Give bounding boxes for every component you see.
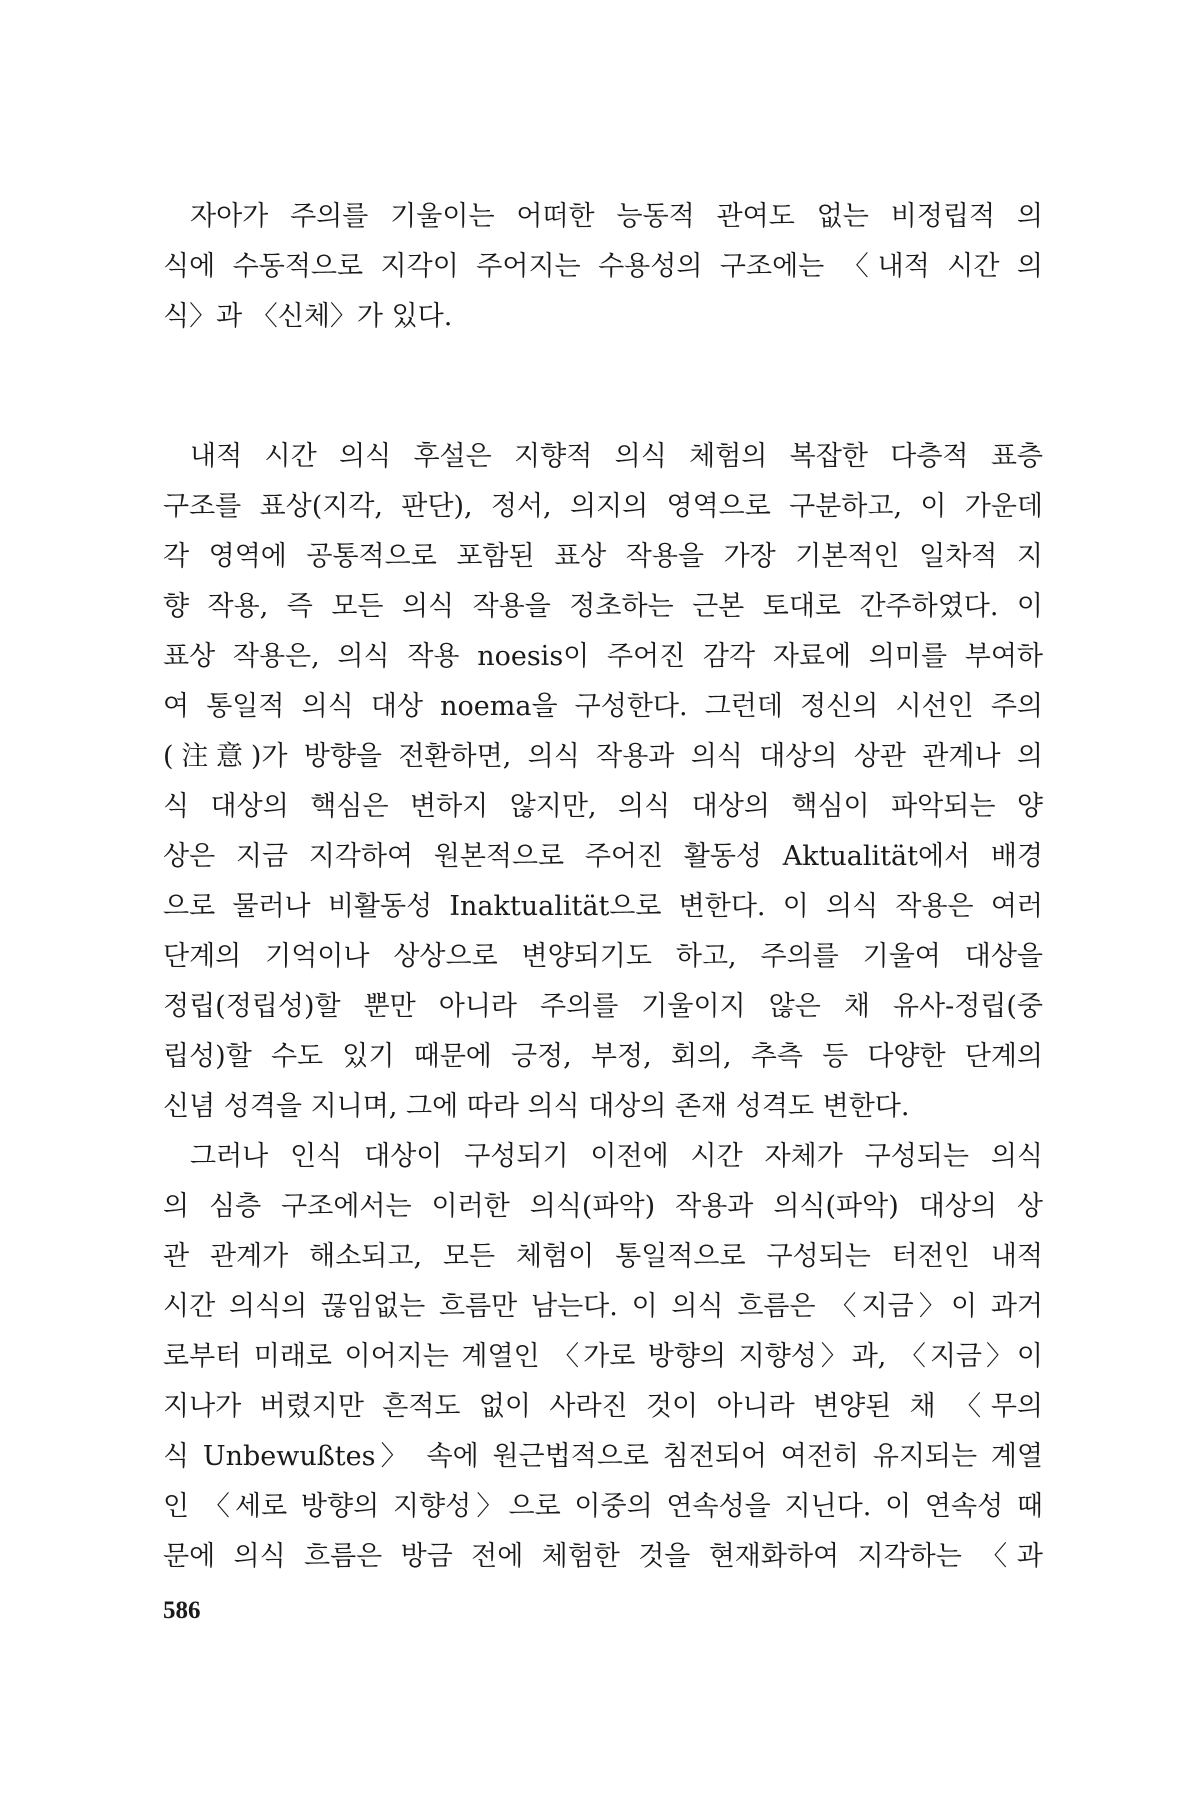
text-line: 상은 지금 지각하여 원본적으로 주어진 활동성 Aktualität에서 배경 — [163, 841, 1043, 872]
text-line: 식 Unbewußtes〉 속에 원근법적으로 침전되어 여전히 유지되는 계열 — [163, 1441, 1043, 1472]
text-line: 지나가 버렸지만 흔적도 없이 사라진 것이 아니라 변양된 채 〈무의 — [163, 1391, 1043, 1422]
text-line: 내적 시간 의식 후설은 지향적 의식 체험의 복잡한 다층적 표층 — [190, 441, 1043, 472]
text-line: 향 작용, 즉 모든 의식 작용을 정초하는 근본 토대로 간주하였다. 이 — [163, 591, 1043, 622]
text-line: 구조를 표상(지각, 판단), 정서, 의지의 영역으로 구분하고, 이 가운데 — [163, 491, 1043, 522]
text-line: 로부터 미래로 이어지는 계열인 〈가로 방향의 지향성〉과, 〈지금〉이 — [163, 1341, 1043, 1372]
text-line: 시간 의식의 끊임없는 흐름만 남는다. 이 의식 흐름은 〈지금〉이 과거 — [163, 1291, 1043, 1322]
text-line: 표상 작용은, 의식 작용 noesis이 주어진 감각 자료에 의미를 부여하 — [163, 641, 1043, 672]
text-line: 신념 성격을 지니며, 그에 따라 의식 대상의 존재 성격도 변한다. — [163, 1091, 910, 1122]
text-line: 단계의 기억이나 상상으로 변양되기도 하고, 주의를 기울여 대상을 — [163, 941, 1043, 972]
text-line: (注意)가 방향을 전환하면, 의식 작용과 의식 대상의 상관 관계나 의 — [163, 741, 1043, 772]
text-line: 으로 물러나 비활동성 Inaktualität으로 변한다. 이 의식 작용은 여러 — [163, 891, 1043, 922]
paragraph-time-flow — [163, 1132, 1043, 1582]
text-line: 그러나 인식 대상이 구성되기 이전에 시간 자체가 구성되는 의식 — [190, 1141, 1043, 1172]
text-line: 립성)할 수도 있기 때문에 긍정, 부정, 회의, 추측 등 다양한 단계의 — [163, 1041, 1043, 1072]
text-line: 식〉과 〈신체〉가 있다. — [163, 301, 453, 332]
paragraph-receptivity — [163, 192, 1043, 342]
text-line: 인 〈세로 방향의 지향성〉으로 이중의 연속성을 지닌다. 이 연속성 때 — [163, 1491, 1043, 1522]
text-line: 자아가 주의를 기울이는 어떠한 능동적 관여도 없는 비정립적 의 — [190, 201, 1043, 232]
text-line: 각 영역에 공통적으로 포함된 표상 작용을 가장 기본적인 일차적 지 — [163, 541, 1043, 572]
paragraph-gap — [163, 342, 1043, 432]
text-line: 식 대상의 핵심은 변하지 않지만, 의식 대상의 핵심이 파악되는 양 — [163, 791, 1043, 822]
text-line: 식에 수동적으로 지각이 주어지는 수용성의 구조에는 〈내적 시간 의 — [163, 251, 1043, 282]
text-line: 관 관계가 해소되고, 모든 체험이 통일적으로 구성되는 터전인 내적 — [163, 1241, 1043, 1272]
text-line: 여 통일적 의식 대상 noema을 구성한다. 그런데 정신의 시선인 주의 — [163, 691, 1043, 722]
page-number: 586 — [163, 1597, 201, 1624]
page-body — [163, 192, 1043, 1582]
text-line: 정립(정립성)할 뿐만 아니라 주의를 기울이지 않은 채 유사-정립(중 — [163, 991, 1043, 1022]
paragraph-inner-time-consciousness — [163, 432, 1043, 1132]
text-line: 의 심층 구조에서는 이러한 의식(파악) 작용과 의식(파악) 대상의 상 — [163, 1191, 1043, 1222]
text-line: 문에 의식 흐름은 방금 전에 체험한 것을 현재화하여 지각하는 〈과 — [163, 1541, 1043, 1572]
